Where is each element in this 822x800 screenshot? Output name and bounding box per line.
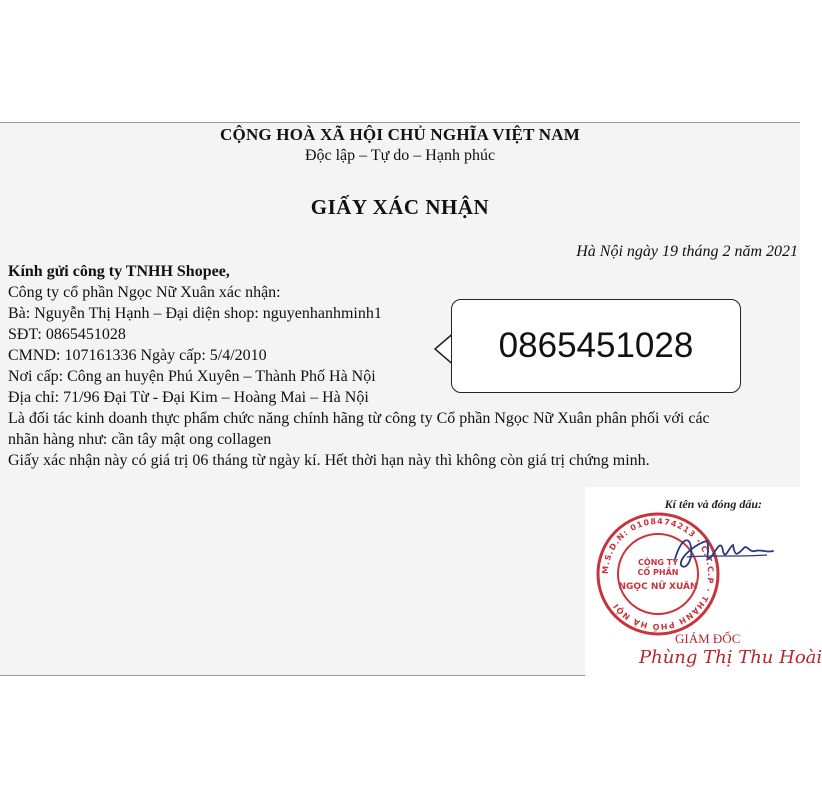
seal-center-line: NGỌC NỮ XUÂN bbox=[618, 582, 698, 592]
date-line: Hà Nội ngày 19 tháng 2 năm 2021 bbox=[576, 243, 798, 260]
callout-phone-number: 0865451028 bbox=[498, 326, 694, 365]
phone-callout bbox=[451, 299, 741, 393]
body-line: CMND: 107161336 Ngày cấp: 5/4/2010 bbox=[8, 347, 267, 364]
body-line: SĐT: 0865451028 bbox=[8, 326, 126, 343]
seal-ring-text: M.S.D.N: 0108474213 - C.T.C.P · THÀNH PHỐ HÀ NỘI bbox=[600, 516, 716, 632]
body-line: Là đối tác kinh doanh thực phẩm chức năng chính hãng từ công ty Cổ phần Ngọc Nữ Xuân phân phối với các bbox=[8, 410, 710, 427]
document-title: GIẤY XÁC NHẬN bbox=[310, 195, 490, 219]
body-line: nhãn hàng như: cần tây mật ong collagen bbox=[8, 431, 272, 448]
signature-block bbox=[585, 487, 822, 677]
handwritten-signature-icon bbox=[667, 527, 777, 577]
director-title: GIÁM ĐỐC bbox=[675, 631, 741, 646]
sign-label: Kí tên và đóng dấu: bbox=[664, 497, 762, 511]
confirmation-document bbox=[0, 122, 822, 676]
body-line: Bà: Nguyễn Thị Hạnh – Đại diện shop: nguyenhanhminh1 bbox=[8, 305, 382, 322]
body-line: Giấy xác nhận này có giá trị 06 tháng từ ngày kí. Hết thời hạn này thì không còn giá trị chứng minh. bbox=[8, 452, 650, 469]
director-name: Phùng Thị Thu Hoài bbox=[639, 647, 822, 668]
national-motto: Độc lập – Tự do – Hạnh phúc bbox=[304, 147, 496, 164]
body-line: Nơi cấp: Công an huyện Phú Xuyên – Thành Phố Hà Nội bbox=[8, 368, 376, 385]
national-title: CỘNG HOÀ XÃ HỘI CHỦ NGHĨA VIỆT NAM bbox=[220, 125, 580, 144]
body-line: Địa chỉ: 71/96 Đại Từ - Đại Kim – Hoàng Mai – Hà Nội bbox=[8, 389, 369, 406]
body-line: Công ty cổ phần Ngọc Nữ Xuân xác nhận: bbox=[8, 284, 281, 301]
seal-center-line: CỔ PHẦN bbox=[637, 568, 679, 577]
seal-center-line: CÔNG TY bbox=[638, 558, 678, 567]
salutation: Kính gửi công ty TNHH Shopee, bbox=[8, 263, 230, 280]
